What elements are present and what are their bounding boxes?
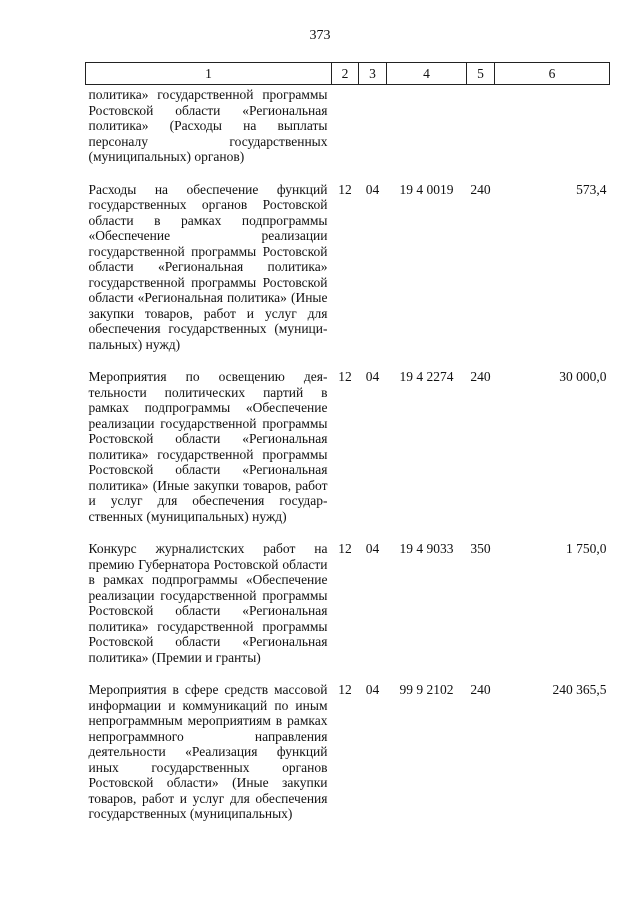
subsection-code: 04: [365, 181, 380, 197]
target-article-code: 19 4 0019: [399, 181, 454, 197]
table-row: [86, 85, 610, 175]
subsection-code: [359, 85, 387, 175]
row-description: политика» государственной программы Ростовской области «Региональная политика» (Расходы на выплаты персоналу государственных (муниципальных) органов): [88, 87, 328, 164]
section-code: 12: [338, 181, 352, 197]
column-header: 4: [387, 63, 467, 85]
expense-type-code: 240: [470, 369, 491, 384]
table-header-row: [86, 63, 610, 85]
subsection-code: 04: [365, 541, 380, 556]
table-row: [86, 175, 610, 363]
amount: 1 750,0: [566, 541, 607, 556]
column-header: 1: [86, 63, 332, 85]
budget-table: [85, 62, 610, 832]
column-header: 6: [495, 63, 610, 85]
table-row: [86, 534, 610, 675]
expense-type-code: [467, 85, 495, 175]
section-code: 12: [338, 541, 352, 556]
column-header: 3: [359, 63, 387, 85]
target-article-code: [387, 85, 467, 175]
column-header: 2: [332, 63, 359, 85]
expense-type-code: 240: [470, 682, 491, 697]
column-header: 5: [467, 63, 495, 85]
subsection-code: 04: [365, 682, 380, 697]
amount: 30 000,0: [559, 369, 607, 384]
row-description: Мероприятия в сфере средств массовой информации и коммуникаций по иным непрограммным мероприятиям в рамках непрограммного направления деятельности «Реализация функций иных государственных органов Ростовской области» (Иные закупки товаров, работ и услуг для обеспечения государственных (муниципальных): [88, 682, 328, 821]
target-article-code: 99 9 2102: [399, 682, 454, 697]
page-number: 373: [309, 28, 331, 43]
expense-type-code: 240: [470, 181, 491, 197]
target-article-code: 19 4 2274: [399, 369, 454, 384]
table-row: [86, 675, 610, 832]
target-article-code: 19 4 9033: [399, 541, 454, 556]
expense-type-code: 350: [470, 541, 491, 556]
amount: 573,4: [576, 181, 607, 197]
row-description: Мероприятия по освещению деятельности политических партий в рамках подпрограммы «Обеспечение реализации государственной программы Ростовской области «Региональная политика» государственной программы Ростовской области «Региональная политика» (Иные закупки товаров, работ и услуг для обеспечения государственных (муниципальных) нужд): [88, 369, 328, 524]
amount: [495, 85, 610, 175]
subsection-code: 04: [365, 369, 380, 384]
table-row: [86, 362, 610, 534]
section-code: 12: [338, 369, 352, 384]
section-code: [332, 85, 359, 175]
section-code: 12: [338, 682, 352, 697]
amount: 240 365,5: [552, 682, 607, 697]
row-description: Расходы на обеспечение функций государственных органов Ростовской области в рамках подпрограммы «Обеспечение реализации государственной программы Ростовской области «Региональная политика» государственной программы Ростовской области «Региональная политика» (Иные закупки товаров, работ и услуг для обеспечения государственных (муниципальных) нужд): [88, 181, 328, 352]
row-description: Конкурс журналистских работ на премию Губернатора Ростовской области в рамках подпрограммы «Обеспечение реализации государственной программы Ростовской области «Региональная политика» государственной программы Ростовской области «Региональная политика» (Премии и гранты): [88, 541, 328, 665]
